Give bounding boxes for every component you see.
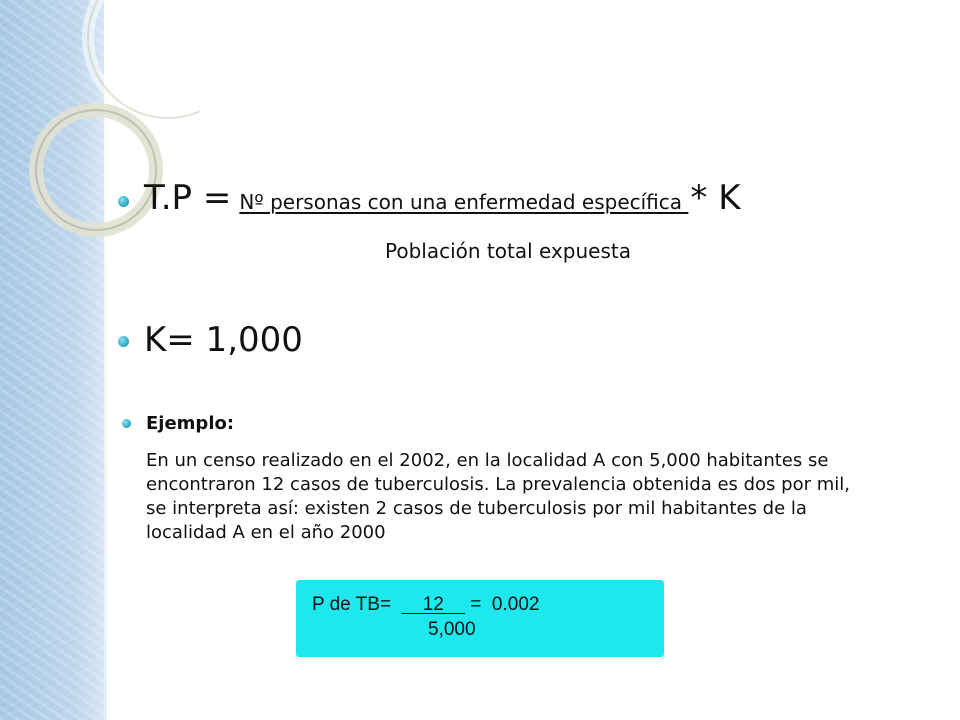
k-constant: K= 1,000 [144,320,303,360]
example-line: encontraron 12 casos de tuberculosis. La prevalencia obtenida es dos por mil, [146,474,850,495]
formula-lhs: T.P = [144,178,232,218]
calc-prefix: P de TB= [312,594,402,615]
bullet-icon [118,196,129,207]
calc-result: = 0.002 [465,594,540,615]
formula-multiplier: * K [690,178,741,218]
example-label: Ejemplo: [146,413,235,434]
prevalence-formula [144,178,741,222]
calculation-box [296,580,664,657]
calc-numerator: 12 [401,594,465,615]
formula-denominator: Población total expuesta [385,239,631,263]
formula-numerator: Nº personas con una enfermedad específica [239,190,689,214]
example-line: En un censo realizado en el 2002, en la localidad A con 5,000 habitantes se [146,450,829,471]
bullet-icon [122,419,131,428]
calc-denominator: 5,000 [428,619,476,640]
example-paragraph [146,449,906,545]
calculation-numerator-row [312,594,539,616]
example-line: se interpreta así: existen 2 casos de tuberculosis por mil habitantes de la [146,498,807,519]
bullet-icon [118,336,129,347]
example-line: localidad A en el año 2000 [146,522,386,543]
